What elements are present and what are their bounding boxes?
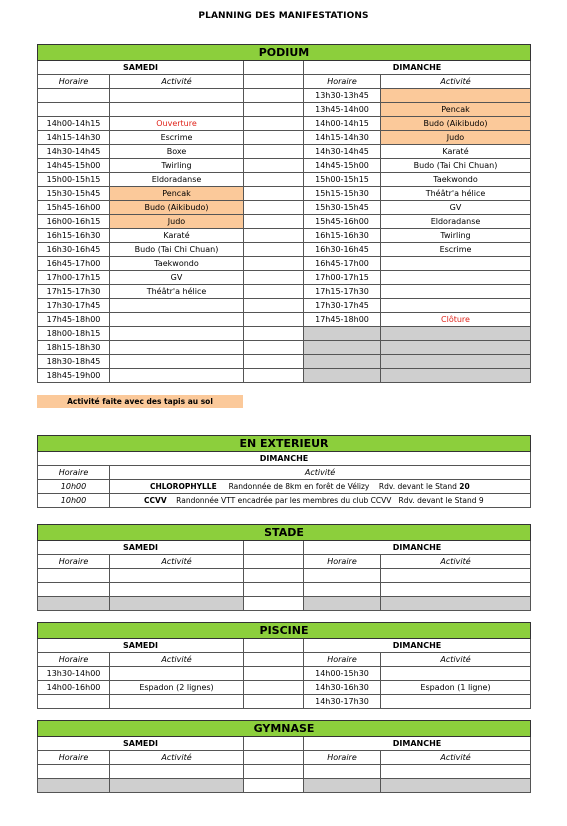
samedi-time: 18h30-18h45 (38, 355, 110, 369)
samedi-activity: Budo (Tai Chi Chuan) (110, 243, 244, 257)
table-row (38, 173, 531, 187)
ext-desc: Randonnée de 8km en forêt de Vélizy (228, 482, 370, 491)
dimanche-activity: Budo (Aikibudo) (381, 117, 531, 131)
col-activite: Activité (110, 75, 244, 89)
piscine-samedi-time: 14h00-16h00 (38, 681, 110, 695)
piscine-samedi-activity (110, 667, 244, 681)
piscine-dimanche-time: 14h00-15h30 (304, 667, 381, 681)
podium-spacer (244, 117, 304, 131)
ext-rdv: Rdv. devant le Stand (378, 482, 457, 491)
dimanche-activity: Théâtr'a hélice (381, 187, 531, 201)
podium-spacer (244, 75, 304, 89)
samedi-time: 14h45-15h00 (38, 159, 110, 173)
col-horaire: Horaire (304, 751, 381, 765)
table-row (38, 779, 531, 793)
samedi-time: 14h15-14h30 (38, 131, 110, 145)
piscine-dimanche-activity: Espadon (1 ligne) (381, 681, 531, 695)
col-activite: Activité (381, 75, 531, 89)
table-row (38, 243, 531, 257)
dimanche-time: 16h15-16h30 (304, 229, 381, 243)
piscine-samedi-label: SAMEDI (38, 639, 244, 653)
gymnase-spacer (244, 751, 304, 765)
table-row (38, 187, 531, 201)
col-horaire: Horaire (38, 75, 110, 89)
col-activite: Activité (381, 751, 531, 765)
dimanche-time: 17h30-17h45 (304, 299, 381, 313)
samedi-activity (110, 341, 244, 355)
dimanche-activity: Budo (Tai Chi Chuan) (381, 159, 531, 173)
dimanche-activity: GV (381, 201, 531, 215)
samedi-time: 16h45-17h00 (38, 257, 110, 271)
table-row (38, 131, 531, 145)
dimanche-time (304, 341, 381, 355)
ext-name: CHLOROPHYLLE (150, 482, 217, 491)
dimanche-activity: Karaté (381, 145, 531, 159)
samedi-activity: Boxe (110, 145, 244, 159)
table-row (38, 313, 531, 327)
table-row (38, 480, 531, 494)
gymnase-title: GYMNASE (38, 721, 531, 737)
podium-spacer (244, 131, 304, 145)
col-horaire: Horaire (304, 555, 381, 569)
samedi-activity (110, 89, 244, 103)
piscine-samedi-time: 13h30-14h00 (38, 667, 110, 681)
dimanche-activity: Eldoradanse (381, 215, 531, 229)
stade-spacer (244, 555, 304, 569)
samedi-activity (110, 103, 244, 117)
podium-spacer (244, 313, 304, 327)
podium-spacer (244, 89, 304, 103)
table-row (38, 667, 531, 681)
col-activite: Activité (110, 466, 531, 480)
dimanche-time: 17h45-18h00 (304, 313, 381, 327)
podium-title: PODIUM (38, 45, 531, 61)
col-activite: Activité (381, 653, 531, 667)
samedi-time: 17h45-18h00 (38, 313, 110, 327)
podium-spacer (244, 229, 304, 243)
samedi-activity: Budo (Aikibudo) (110, 201, 244, 215)
samedi-time: 15h30-15h45 (38, 187, 110, 201)
dimanche-activity (381, 257, 531, 271)
table-row (38, 215, 531, 229)
col-activite: Activité (110, 555, 244, 569)
dimanche-time: 17h00-17h15 (304, 271, 381, 285)
exterieur-title: EN EXTERIEUR (38, 436, 531, 452)
podium-spacer (244, 173, 304, 187)
legend-tapis: Activité faite avec des tapis au sol (37, 395, 243, 408)
samedi-time: 18h00-18h15 (38, 327, 110, 341)
piscine-spacer (244, 653, 304, 667)
dimanche-activity (381, 89, 531, 103)
samedi-activity (110, 299, 244, 313)
dimanche-activity: Judo (381, 131, 531, 145)
podium-spacer (244, 341, 304, 355)
podium-spacer (244, 187, 304, 201)
table-row (38, 583, 531, 597)
podium-spacer (244, 201, 304, 215)
table-row (38, 299, 531, 313)
exterieur-table (37, 435, 531, 508)
samedi-time: 15h00-15h15 (38, 173, 110, 187)
table-row (38, 695, 531, 709)
samedi-activity: Taekwondo (110, 257, 244, 271)
piscine-samedi-activity: Espadon (2 lignes) (110, 681, 244, 695)
dimanche-time: 16h45-17h00 (304, 257, 381, 271)
piscine-samedi-activity (110, 695, 244, 709)
samedi-time: 17h15-17h30 (38, 285, 110, 299)
ext-activity (110, 494, 531, 508)
podium-spacer (244, 145, 304, 159)
ext-time: 10h00 (38, 494, 110, 508)
table-row (38, 159, 531, 173)
col-activite: Activité (110, 653, 244, 667)
dimanche-activity (381, 285, 531, 299)
table-row (38, 285, 531, 299)
col-activite: Activité (381, 555, 531, 569)
podium-dimanche-label: DIMANCHE (304, 61, 531, 75)
stade-spacer (244, 541, 304, 555)
podium-spacer (244, 271, 304, 285)
gymnase-spacer (244, 737, 304, 751)
samedi-time: 18h45-19h00 (38, 369, 110, 383)
ext-time: 10h00 (38, 480, 110, 494)
samedi-activity (110, 355, 244, 369)
piscine-dimanche-activity (381, 695, 531, 709)
gymnase-table (37, 720, 531, 793)
samedi-activity: Twirling (110, 159, 244, 173)
podium-spacer (244, 159, 304, 173)
col-horaire: Horaire (38, 555, 110, 569)
piscine-table (37, 622, 531, 709)
dimanche-time: 14h15-14h30 (304, 131, 381, 145)
table-row (38, 117, 531, 131)
podium-samedi-label: SAMEDI (38, 61, 244, 75)
podium-spacer (244, 61, 304, 75)
table-row (38, 229, 531, 243)
samedi-time: 16h15-16h30 (38, 229, 110, 243)
samedi-activity (110, 327, 244, 341)
samedi-activity: Judo (110, 215, 244, 229)
samedi-activity: GV (110, 271, 244, 285)
podium-spacer (244, 299, 304, 313)
col-horaire: Horaire (304, 653, 381, 667)
ext-name: CCVV (144, 496, 167, 505)
samedi-activity: Karaté (110, 229, 244, 243)
podium-spacer (244, 285, 304, 299)
table-row (38, 494, 531, 508)
podium-spacer (244, 243, 304, 257)
dimanche-activity (381, 271, 531, 285)
dimanche-activity (381, 327, 531, 341)
table-row (38, 369, 531, 383)
dimanche-activity: Twirling (381, 229, 531, 243)
dimanche-time: 14h00-14h15 (304, 117, 381, 131)
samedi-activity (110, 313, 244, 327)
table-row (38, 89, 531, 103)
dimanche-time: 15h30-15h45 (304, 201, 381, 215)
dimanche-time: 15h45-16h00 (304, 215, 381, 229)
piscine-title: PISCINE (38, 623, 531, 639)
piscine-samedi-time (38, 695, 110, 709)
col-activite: Activité (110, 751, 244, 765)
table-row (38, 341, 531, 355)
ext-stand: 9 (478, 496, 484, 505)
piscine-dimanche-label: DIMANCHE (304, 639, 531, 653)
samedi-time: 16h30-16h45 (38, 243, 110, 257)
table-row (38, 765, 531, 779)
podium-spacer (244, 327, 304, 341)
col-horaire: Horaire (304, 75, 381, 89)
dimanche-time: 14h30-14h45 (304, 145, 381, 159)
dimanche-activity: Taekwondo (381, 173, 531, 187)
table-row (38, 327, 531, 341)
piscine-dimanche-time: 14h30-17h30 (304, 695, 381, 709)
dimanche-time: 15h15-15h30 (304, 187, 381, 201)
podium-spacer (244, 355, 304, 369)
gymnase-dimanche-label: DIMANCHE (304, 737, 531, 751)
gymnase-samedi-label: SAMEDI (38, 737, 244, 751)
dimanche-activity (381, 299, 531, 313)
samedi-time (38, 103, 110, 117)
dimanche-time (304, 327, 381, 341)
stade-dimanche-label: DIMANCHE (304, 541, 531, 555)
samedi-activity: Pencak (110, 187, 244, 201)
table-row (38, 201, 531, 215)
samedi-activity: Escrime (110, 131, 244, 145)
piscine-dimanche-time: 14h30-16h30 (304, 681, 381, 695)
table-row (38, 103, 531, 117)
podium-table (37, 44, 531, 383)
page-title: PLANNING DES MANIFESTATIONS (198, 11, 369, 21)
samedi-activity: Ouverture (110, 117, 244, 131)
dimanche-activity (381, 355, 531, 369)
dimanche-activity: Clôture (381, 313, 531, 327)
ext-desc: Randonnée VTT encadrée par les membres du club CCVV (176, 496, 392, 505)
table-row (38, 145, 531, 159)
piscine-spacer (244, 639, 304, 653)
dimanche-time: 13h30-13h45 (304, 89, 381, 103)
dimanche-time: 16h30-16h45 (304, 243, 381, 257)
stade-table (37, 524, 531, 611)
samedi-activity: Théâtr'a hélice (110, 285, 244, 299)
dimanche-time: 15h00-15h15 (304, 173, 381, 187)
table-row (38, 355, 531, 369)
dimanche-activity: Escrime (381, 243, 531, 257)
table-row (38, 569, 531, 583)
samedi-time: 14h00-14h15 (38, 117, 110, 131)
table-row (38, 681, 531, 695)
exterieur-day-label: DIMANCHE (38, 452, 531, 466)
dimanche-activity (381, 369, 531, 383)
dimanche-activity (381, 341, 531, 355)
dimanche-time (304, 369, 381, 383)
ext-activity (110, 480, 531, 494)
podium-spacer (244, 257, 304, 271)
table-row (38, 271, 531, 285)
col-horaire: Horaire (38, 466, 110, 480)
samedi-time: 16h00-16h15 (38, 215, 110, 229)
samedi-activity: Eldoradanse (110, 173, 244, 187)
dimanche-time: 13h45-14h00 (304, 103, 381, 117)
col-horaire: Horaire (38, 751, 110, 765)
podium-spacer (244, 369, 304, 383)
dimanche-activity: Pencak (381, 103, 531, 117)
samedi-time: 17h00-17h15 (38, 271, 110, 285)
samedi-time: 18h15-18h30 (38, 341, 110, 355)
table-row (38, 597, 531, 611)
ext-rdv: Rdv. devant le Stand (398, 496, 477, 505)
dimanche-time: 17h15-17h30 (304, 285, 381, 299)
stade-samedi-label: SAMEDI (38, 541, 244, 555)
podium-spacer (244, 215, 304, 229)
samedi-time: 14h30-14h45 (38, 145, 110, 159)
stade-title: STADE (38, 525, 531, 541)
samedi-time (38, 89, 110, 103)
piscine-dimanche-activity (381, 667, 531, 681)
podium-spacer (244, 103, 304, 117)
col-horaire: Horaire (38, 653, 110, 667)
dimanche-time: 14h45-15h00 (304, 159, 381, 173)
dimanche-time (304, 355, 381, 369)
ext-stand: 20 (459, 482, 470, 491)
table-row (38, 257, 531, 271)
samedi-time: 17h30-17h45 (38, 299, 110, 313)
samedi-activity (110, 369, 244, 383)
samedi-time: 15h45-16h00 (38, 201, 110, 215)
